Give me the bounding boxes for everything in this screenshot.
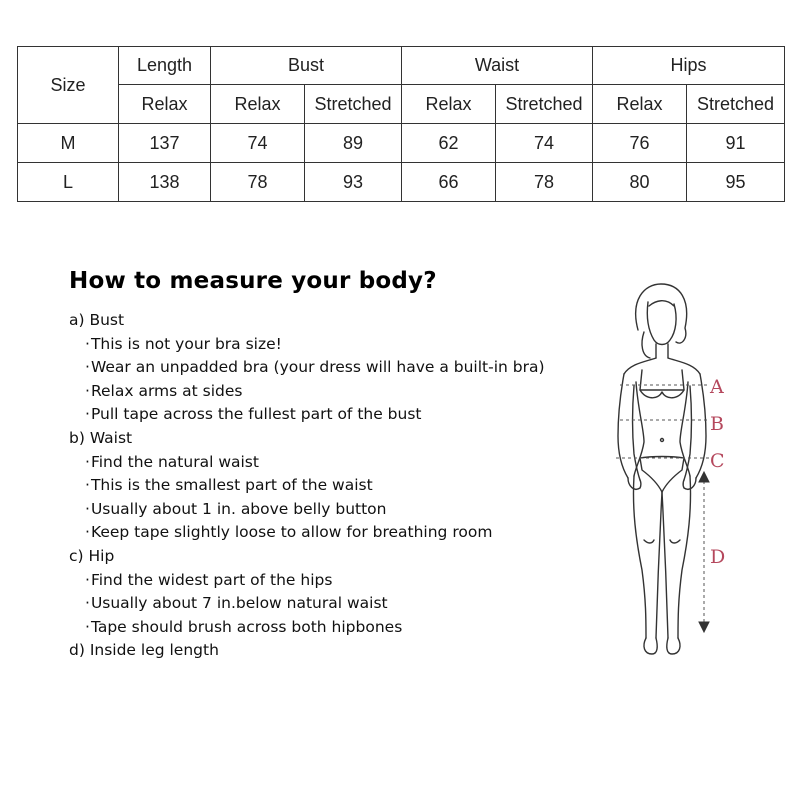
waist-relax-cell: 62 <box>402 124 496 163</box>
label-b: B <box>710 413 724 435</box>
label-d: D <box>710 546 726 568</box>
size-cell: L <box>18 163 119 202</box>
list-item: · Keep tape slightly loose to allow for breathing room <box>69 521 545 545</box>
list-item: · This is not your bra size! <box>69 333 545 357</box>
bust-stretched-header: Stretched <box>305 85 402 124</box>
hips-stretched-header: Stretched <box>687 85 785 124</box>
hips-relax-cell: 76 <box>593 124 687 163</box>
length-header: Length <box>119 47 211 85</box>
table-row-l <box>18 163 785 202</box>
length-relax-cell: 138 <box>119 163 211 202</box>
waist-stretched-cell: 78 <box>496 163 593 202</box>
guide-title: How to measure your body? <box>69 268 437 294</box>
body-outline-illustration <box>560 270 800 670</box>
list-item: · Find the widest part of the hips <box>69 569 545 593</box>
section-heading-bust: a) Bust <box>69 311 125 329</box>
hips-relax-header: Relax <box>593 85 687 124</box>
waist-relax-cell: 66 <box>402 163 496 202</box>
length-relax-cell: 137 <box>119 124 211 163</box>
bust-stretched-cell: 93 <box>305 163 402 202</box>
table-row-m <box>18 124 785 163</box>
section-heading-waist: b) Waist <box>69 428 133 447</box>
waist-stretched-header: Stretched <box>496 85 593 124</box>
list-item: · Find the natural waist <box>69 451 545 475</box>
list-item: · Tape should brush across both hipbones <box>69 616 545 640</box>
bust-relax-header: Relax <box>211 85 305 124</box>
list-item: · Pull tape across the fullest part of the bust <box>69 403 545 427</box>
waist-stretched-cell: 74 <box>496 124 593 163</box>
size-chart-table <box>17 46 785 202</box>
list-item: · Wear an unpadded bra (your dress will have a built-in bra) <box>69 356 545 380</box>
arrow-down-icon <box>699 622 709 632</box>
list-item: · Usually about 1 in. above belly button <box>69 498 545 522</box>
measurement-instructions <box>69 309 545 663</box>
list-item: · This is the smallest part of the waist <box>69 474 545 498</box>
list-item: · Usually about 7 in.below natural waist <box>69 592 545 616</box>
bust-stretched-cell: 89 <box>305 124 402 163</box>
length-relax-header: Relax <box>119 85 211 124</box>
body-measurement-figure <box>560 270 800 670</box>
waist-relax-header: Relax <box>402 85 496 124</box>
hips-stretched-cell: 91 <box>687 124 785 163</box>
label-a: A <box>710 376 724 398</box>
label-c: C <box>710 450 725 472</box>
arrow-up-icon <box>699 472 709 482</box>
hips-header: Hips <box>593 47 785 85</box>
waist-header: Waist <box>402 47 593 85</box>
section-heading-hip: c) Hip <box>69 546 115 565</box>
bust-relax-cell: 78 <box>211 163 305 202</box>
hips-relax-cell: 80 <box>593 163 687 202</box>
size-cell: M <box>18 124 119 163</box>
list-item: · Relax arms at sides <box>69 380 545 404</box>
bust-header: Bust <box>211 47 402 85</box>
bust-relax-cell: 74 <box>211 124 305 163</box>
hips-stretched-cell: 95 <box>687 163 785 202</box>
size-header: Size <box>18 47 119 124</box>
section-heading-inside-leg: d) Inside leg length <box>69 641 219 660</box>
